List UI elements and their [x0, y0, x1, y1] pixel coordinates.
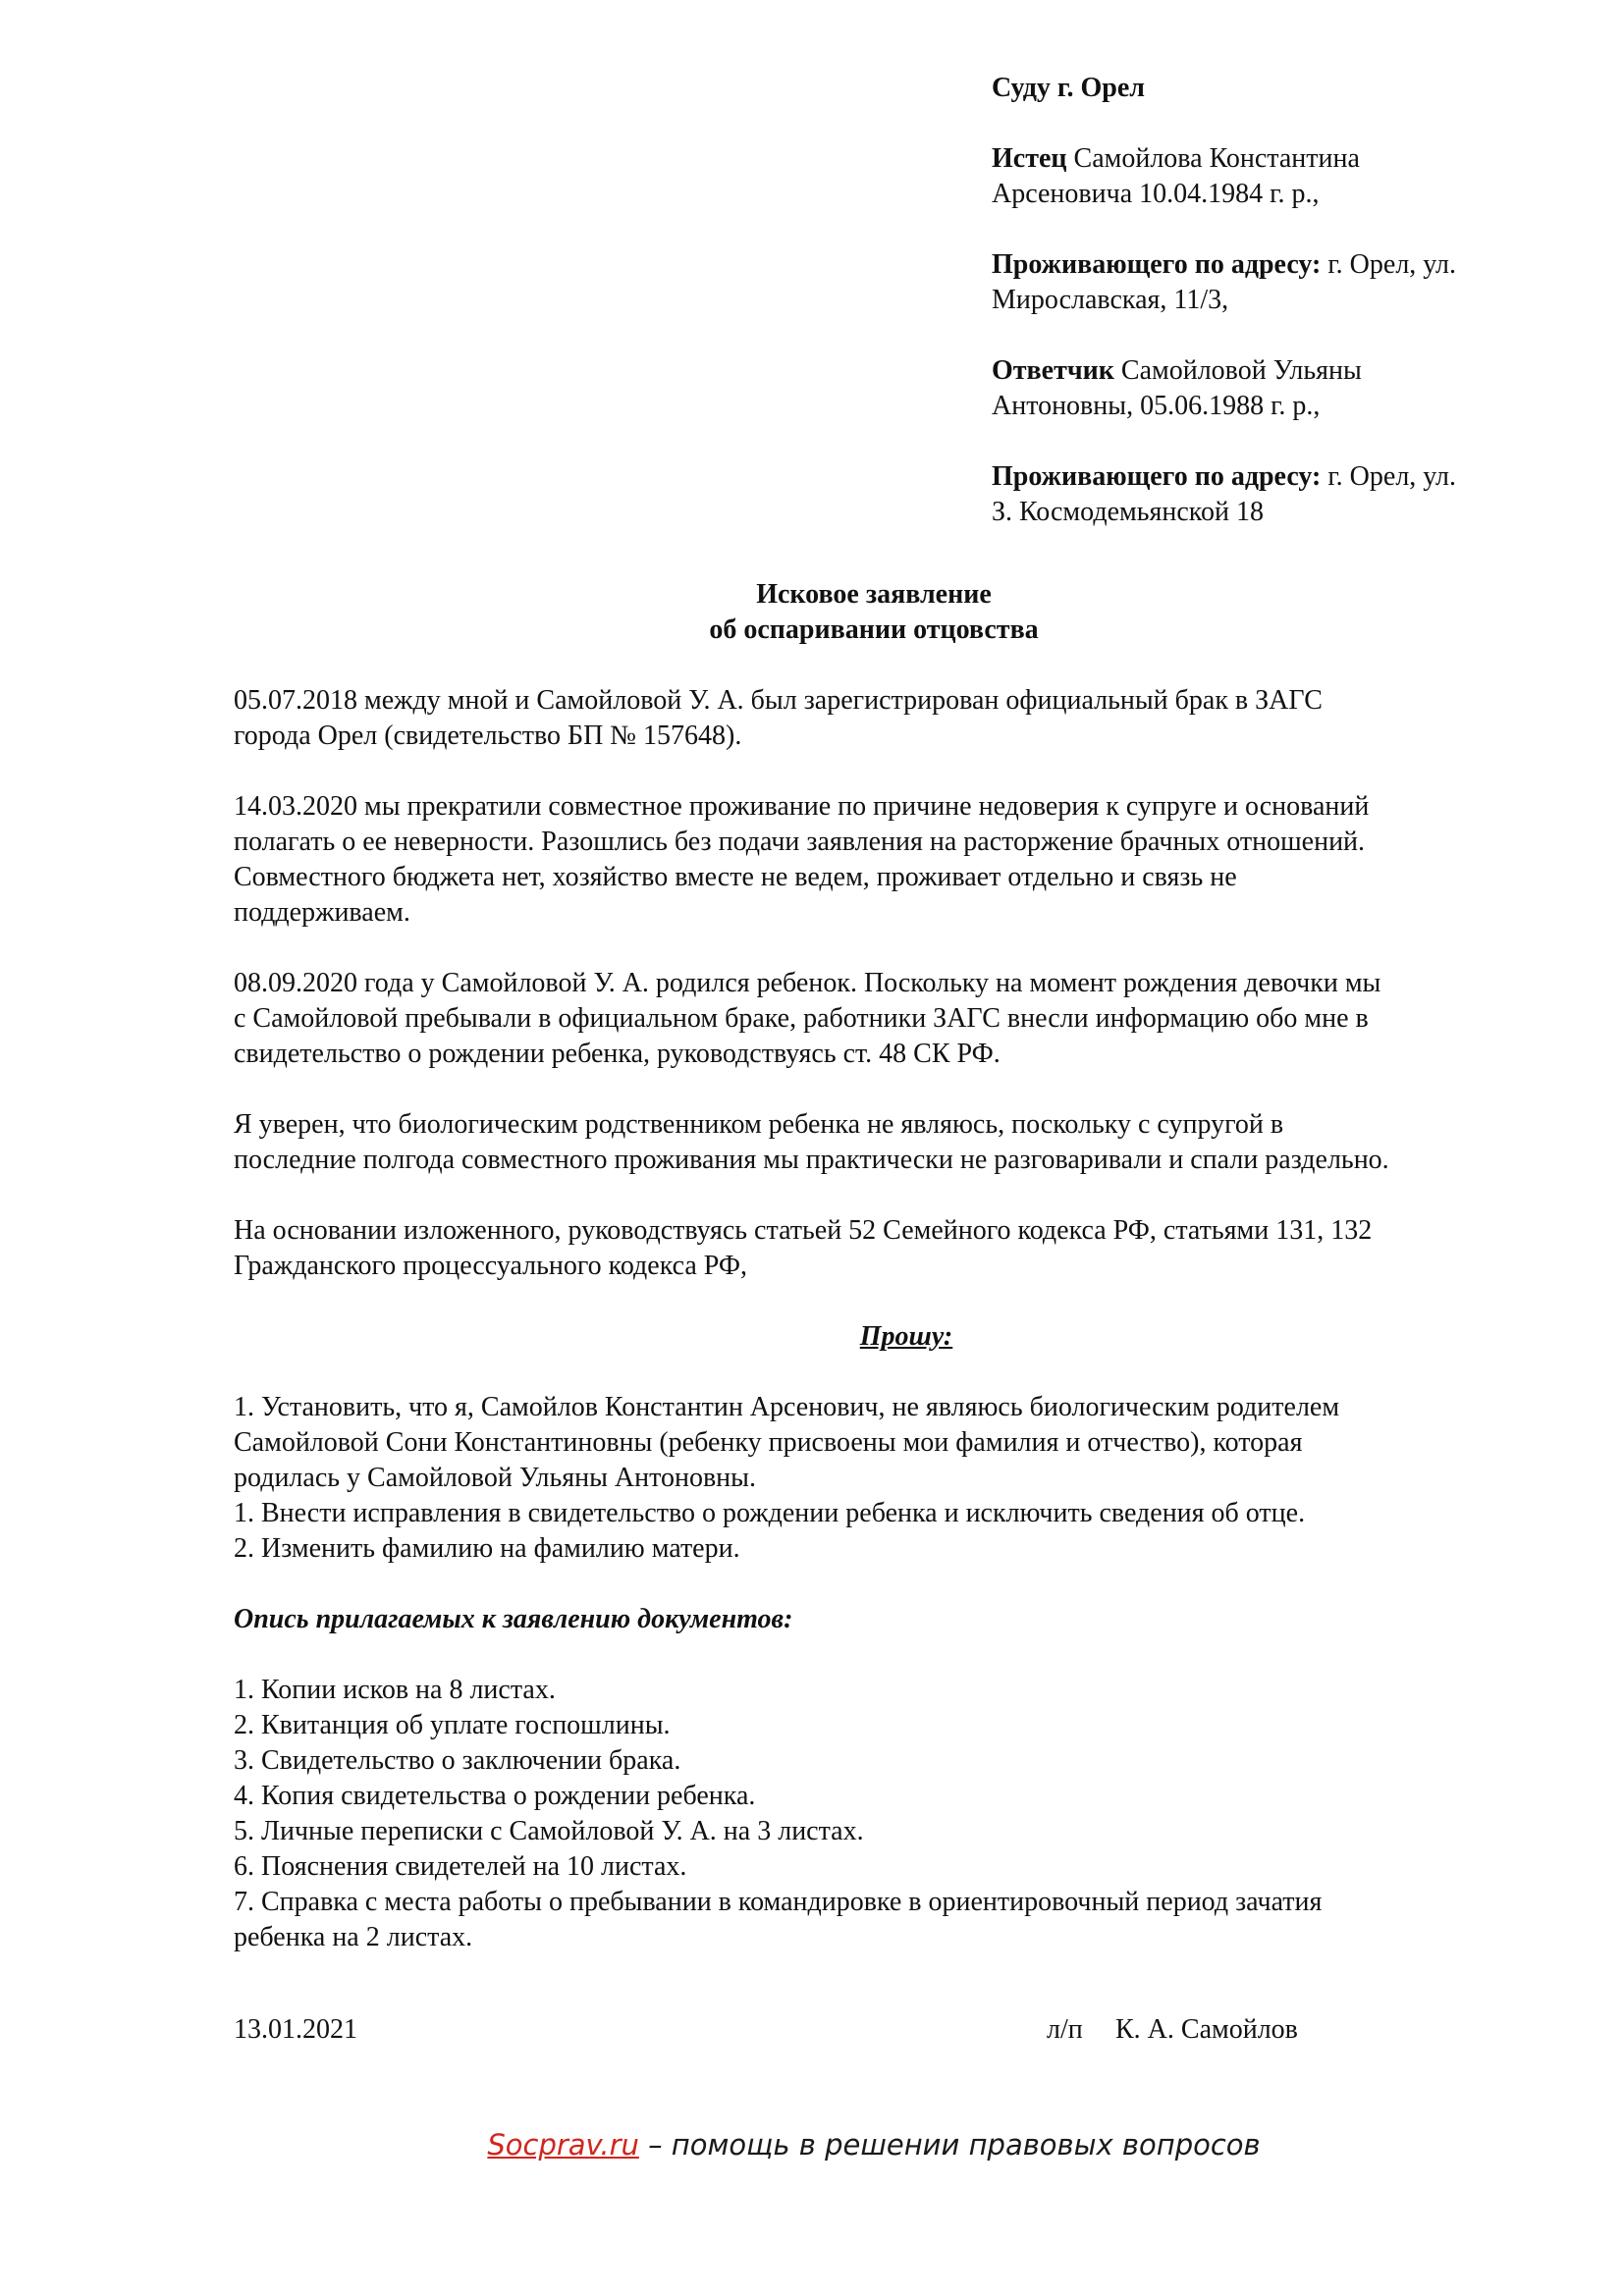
title-line-1: Исковое заявление — [756, 579, 992, 610]
defendant-name-cont: Антоновны, 05.06.1988 г. р., — [992, 391, 1321, 421]
defendant-address: г. Орел, ул. — [1321, 461, 1457, 492]
plaintiff-address: г. Орел, ул. — [1321, 249, 1457, 280]
court-name: Суду г. Орел — [992, 73, 1145, 103]
paragraph: 08.09.2020 года у Самойловой У. А. родился ребенок. Поскольку на момент рождения девочки мы с Самойловой пребывали в официальном браке, работники ЗАГС внесли информацию обо мне в свидетельство о рождении ребенка, руководствуясь ст. 48 СК РФ. — [234, 968, 1381, 1069]
paragraph: 14.03.2020 мы прекратили совместное проживание по причине недоверия к супруге и оснований полагать о ее неверности. Разошлись без подачи заявления на расторжение брачных отношений. Совместного бюджета нет, хозяйство вместе не ведем, проживает отдельно и связь не поддерживаем. — [234, 791, 1370, 928]
signature-row — [234, 2012, 1412, 2048]
list-item: 2. Изменить фамилию на фамилию матери. — [234, 1533, 740, 1564]
list-item: 6. Пояснения свидетелей на 10 листах. — [234, 1851, 687, 1882]
defendant-address-block — [992, 459, 1571, 530]
request-heading: Прошу: — [859, 1321, 953, 1352]
list-item: 1. Установить, что я, Самойлов Константин Арсенович, не являюсь биологическим родителем Самойловой Сони Константиновны (ребенку присвоены мои фамилия и отчество), которая родилась у Самойловой Ульяны Антоновны. — [234, 1392, 1340, 1493]
defendant-address-cont: З. Космодемьянской 18 — [992, 497, 1264, 527]
list-item: 4. Копия свидетельства о рождении ребенка. — [234, 1781, 756, 1811]
document-body — [234, 683, 1549, 1991]
plaintiff-label: Истец — [992, 143, 1067, 174]
request-list — [234, 1390, 1549, 1567]
defendant-block — [992, 353, 1571, 424]
plaintiff-name-cont: Арсеновича 10.04.1984 г. р., — [992, 179, 1320, 209]
list-item: 5. Личные переписки с Самойловой У. А. на 3 листах. — [234, 1816, 864, 1846]
plaintiff-block — [992, 141, 1571, 212]
plaintiff-name: Самойлова Константина — [1066, 143, 1360, 174]
addressee-block — [992, 71, 1571, 530]
list-item: 1. Копии исков на 8 листах. — [234, 1675, 556, 1705]
defendant-label: Ответчик — [992, 355, 1114, 386]
paragraph: На основании изложенного, руководствуясь статьей 52 Семейного кодекса РФ, статьями 131, 132 Гражданского процессуального кодекса РФ, — [234, 1215, 1373, 1281]
signature-date: 13.01.2021 — [234, 2014, 357, 2045]
plaintiff-address-cont: Мирославская, 11/3, — [992, 285, 1229, 315]
plaintiff-address-label: Проживающего по адресу: — [992, 249, 1322, 280]
footer-tagline: – помощь в решении правовых вопросов — [638, 2128, 1261, 2162]
paragraph: 05.07.2018 между мной и Самойловой У. А. был зарегистрирован официальный брак в ЗАГС города Орел (свидетельство БП № 157648). — [234, 685, 1323, 751]
attachments-list — [234, 1673, 1549, 1955]
list-item: 7. Справка с места работы о пребывании в командировке в ориентировочный период зачатия ребенка на 2 листах. — [234, 1887, 1323, 1952]
footer — [0, 2125, 1623, 2164]
document-title — [0, 577, 1623, 648]
paragraph: Я уверен, что биологическим родственником ребенка не являюсь, поскольку с супругой в последние полгода совместного проживания мы практически не разговаривали и спали раздельно. — [234, 1109, 1389, 1175]
attachments-heading: Опись прилагаемых к заявлению документов: — [234, 1604, 793, 1634]
list-item: 2. Квитанция об уплате госпошлины. — [234, 1710, 671, 1740]
plaintiff-address-block — [992, 247, 1571, 318]
defendant-name: Самойловой Ульяны — [1113, 355, 1362, 386]
site-link[interactable]: Socprav.ru — [487, 2128, 639, 2162]
title-line-2: об оспаривании отцовства — [709, 614, 1039, 645]
list-item: 1. Внести исправления в свидетельство о рождении ребенка и исключить сведения об отце. — [234, 1498, 1306, 1528]
list-item: 3. Свидетельство о заключении брака. — [234, 1745, 681, 1776]
signature-name: К. А. Самойлов — [1115, 2014, 1298, 2045]
signature-mark: л/п — [1047, 2014, 1083, 2045]
defendant-address-label: Проживающего по адресу: — [992, 461, 1322, 492]
